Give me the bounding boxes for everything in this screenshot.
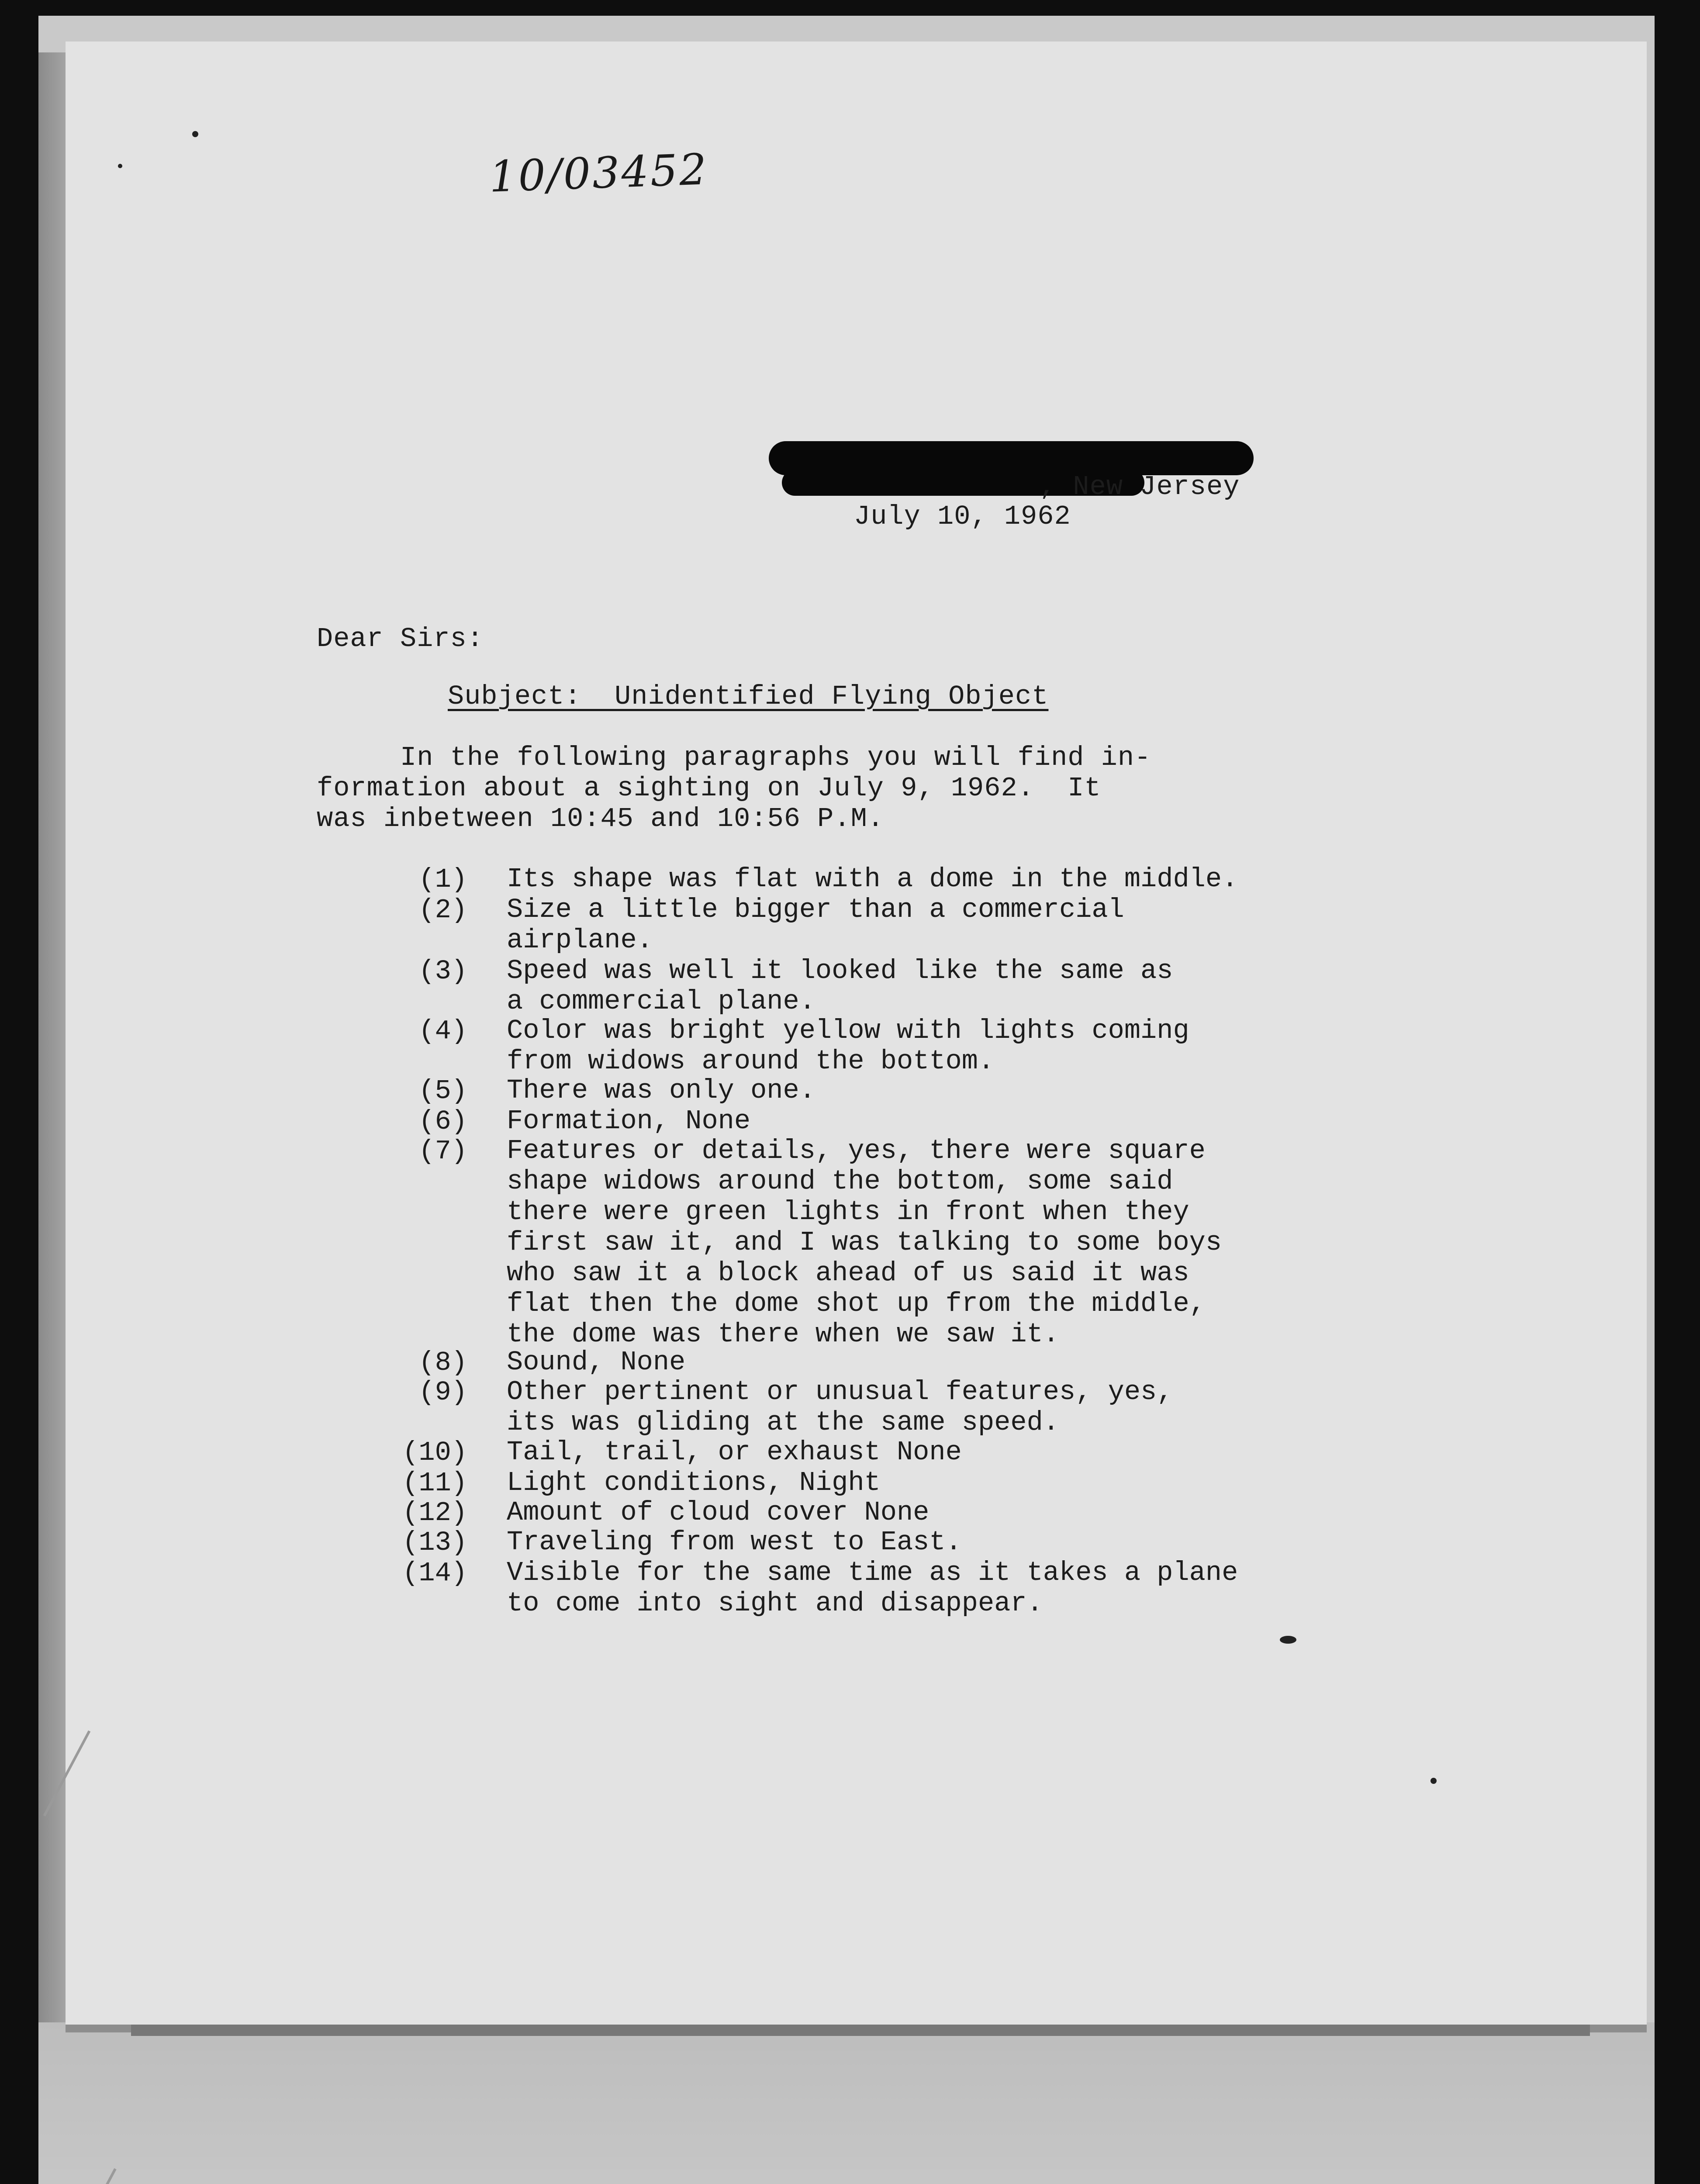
lower-plate [38, 2022, 1655, 2184]
ink-speck [1430, 1778, 1437, 1784]
item-number: (14) [402, 1558, 467, 1589]
item-number: (10) [402, 1437, 467, 1468]
ink-speck [192, 131, 198, 137]
item-text: Traveling from west to East. [507, 1527, 962, 1558]
page-edge-shadow [131, 2025, 1590, 2036]
item-number: (7) [418, 1136, 467, 1167]
item-text: Other pertinent or unusual features, yes, its was gliding at the same speed. [507, 1376, 1173, 1438]
item-text: Size a little bigger than a commercial airplane. [507, 894, 1124, 956]
sender-location: , New Jersey [1040, 471, 1240, 502]
item-number: (3) [418, 956, 467, 987]
item-text: Color was bright yellow with lights coming from widows around the bottom. [507, 1015, 1189, 1077]
intro-line-1: In the following paragraphs you will find in- [317, 742, 1151, 773]
salutation: Dear Sirs: [317, 623, 484, 654]
item-text: Sound, None [507, 1347, 686, 1378]
item-number: (9) [418, 1377, 467, 1408]
item-text: Features or details, yes, there were square shape widows around the bottom, some said there were green lights in front when they first saw it, and I was talking to some boys who saw it a block ahead of us said it was flat then the dome shot up from the middle, the dome was there when we saw it. [507, 1135, 1222, 1350]
item-text: Its shape was flat with a dome in the middle. [507, 864, 1238, 895]
item-text: Speed was well it looked like the same as a commercial plane. [507, 955, 1173, 1017]
item-text: Visible for the same time as it takes a plane to come into sight and disappear. [507, 1557, 1238, 1619]
item-text: Light conditions, Night [507, 1467, 881, 1498]
item-number: (13) [402, 1527, 467, 1558]
intro-line-2: formation about a sighting on July 9, 1962. It [317, 773, 1101, 804]
ink-speck [1280, 1636, 1296, 1644]
item-number: (11) [402, 1468, 467, 1499]
item-text: Amount of cloud cover None [507, 1497, 929, 1528]
ink-speck [118, 164, 122, 168]
item-number: (1) [418, 864, 467, 895]
item-text: Formation, None [507, 1106, 751, 1137]
item-number: (4) [418, 1016, 467, 1047]
subject-line: Subject: Unidentified Flying Object [448, 681, 1049, 712]
item-number: (2) [418, 895, 467, 926]
handwritten-file-number: 10/03452 [488, 145, 709, 202]
item-number: (6) [418, 1106, 467, 1137]
item-number: (12) [402, 1497, 467, 1528]
item-number: (8) [418, 1347, 467, 1378]
letter-date: July 10, 1962 [854, 501, 1071, 532]
item-text: Tail, trail, or exhaust None [507, 1437, 962, 1468]
item-number: (5) [418, 1075, 467, 1106]
intro-line-3: was inbetween 10:45 and 10:56 P.M. [317, 803, 885, 834]
item-text: There was only one. [507, 1075, 815, 1106]
